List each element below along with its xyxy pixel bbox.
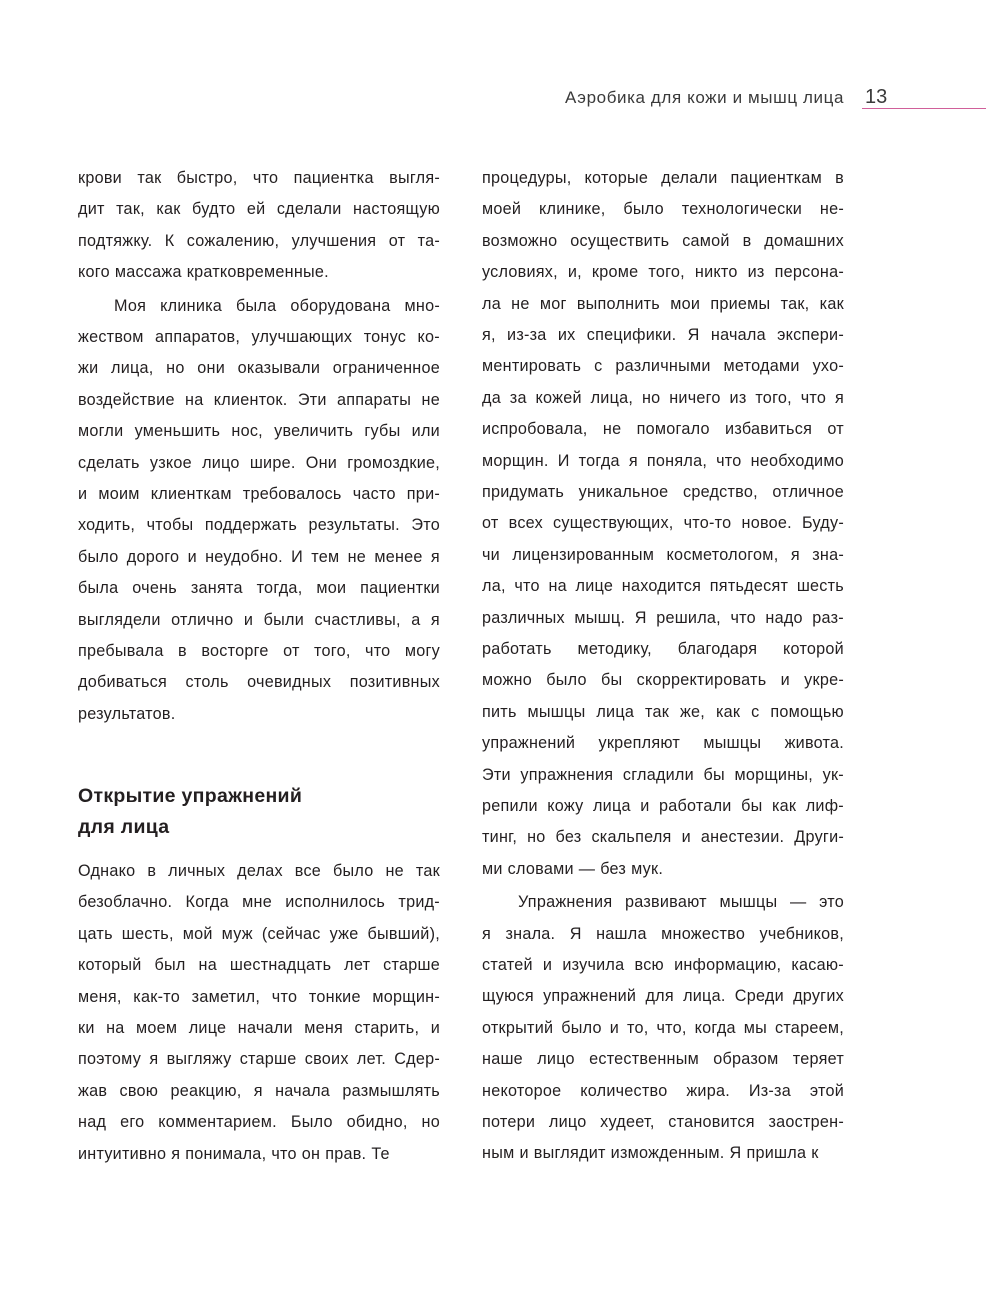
text-line: крови так быстро, что пациентка выгля- [78, 169, 440, 187]
text-line: щуюся упражнений для лица. Среди других [482, 987, 844, 1006]
text-line: результатов. [78, 704, 176, 723]
text-line: жи лица, но они оказывали ограниченное [78, 359, 440, 378]
text-line: подтяжку. К сожалению, улучшения от та- [78, 231, 440, 250]
section-heading: для лица [78, 816, 170, 838]
text-line: цать шесть, мой муж (сейчас уже бывший), [78, 924, 440, 943]
running-head-title: Аэробика для кожи и мышц лица [565, 88, 844, 107]
text-line: да за кожей лица, но ничего из того, что я [482, 388, 844, 407]
text-line: потери лицо худеет, становится заострен- [482, 1113, 844, 1131]
text-line: условиях, и, кроме того, никто из персона- [482, 263, 844, 282]
text-line: выглядели отлично и были счастливы, а я [78, 610, 440, 629]
header-rule [862, 108, 986, 109]
running-head [540, 88, 986, 118]
text-line: поэтому я выгляжу старше своих лет. Сдер- [78, 1050, 440, 1069]
text-line: ходить, чтобы поддержать результаты. Это [78, 516, 440, 535]
text-line: Однако в личных делах все было не так [78, 862, 440, 880]
text-line: который был на шестнадцать лет старше [78, 956, 440, 975]
text-line: было дорого и неудобно. И тем не менее я [78, 547, 440, 566]
text-line: чи лицензированным косметологом, я зна- [482, 545, 844, 564]
text-line: испробовала, не помогало избавиться от [482, 420, 844, 439]
text-line: наше лицо естественным образом теряет [482, 1050, 844, 1069]
text-line: сделать узкое лицо шире. Они громоздкие, [78, 453, 440, 472]
text-line: ментировать с различными методами ухо- [482, 357, 844, 376]
text-line: ки на моем лице начали меня старить, и [78, 1019, 440, 1037]
text-line: воздействие на клиенток. Эти аппараты не [78, 390, 440, 409]
text-line: различных мышц. Я решила, что надо раз- [482, 608, 844, 627]
text-line: добиваться столь очевидных позитивных [78, 673, 440, 692]
text-line: придумать уникальное средство, отличное [482, 483, 844, 501]
text-line: морщин. И тогда я поняла, что необходимо [482, 451, 844, 470]
text-line: над его комментарием. Было обидно, но [78, 1113, 440, 1132]
text-line: была очень занята тогда, мои пациентки [78, 579, 440, 598]
text-line: открытий было и то, что, когда мы стареем, [482, 1018, 844, 1037]
text-line: ным и выглядит изможденным. Я пришла к [482, 1144, 819, 1163]
text-line: процедуры, которые делали пациенткам в [482, 169, 844, 187]
text-line: Упражнения развивают мышцы — это [518, 893, 844, 912]
text-line: работать методику, благодаря которой [482, 640, 844, 658]
text-line: возможно осуществить самой в домашних [482, 231, 844, 250]
text-line: ми словами — без мук. [482, 859, 664, 878]
text-line: тинг, но без скальпеля и анестезии. Други- [482, 828, 844, 847]
text-line: меня, как-то заметил, что тонкие морщин- [78, 987, 440, 1006]
text-line: от всех существующих, что-то новое. Буду- [482, 514, 844, 533]
text-line: репили кожу лица и работали бы как лиф- [482, 797, 844, 815]
text-line: статей и изучила всю информацию, касаю- [482, 956, 844, 974]
text-line: ла, что на лице находится пятьдесят шесть [482, 577, 844, 596]
text-line: и моим клиенткам требовалось часто при- [78, 485, 440, 503]
text-line: Эти упражнения сгладили бы морщины, ук- [482, 765, 844, 784]
text-line: дит так, как будто ей сделали настоящую [78, 200, 440, 219]
text-line: жав свою реакцию, я начала размышлять [78, 1081, 440, 1100]
text-line: жеством аппаратов, улучшающих тонус ко- [78, 328, 440, 346]
text-line: интуитивно я понимала, что он прав. Те [78, 1144, 390, 1163]
text-line: моей клинике, было технологически не- [482, 200, 844, 219]
text-line: пребывала в восторге от того, что могу [78, 642, 440, 660]
text-line: Моя клиника была оборудована мно- [114, 296, 440, 315]
text-line: я знала. Я нашла множество учебников, [482, 924, 844, 943]
text-line: могли уменьшить нос, увеличить губы или [78, 422, 440, 441]
page-number: 13 [865, 86, 888, 108]
text-line: безоблачно. Когда мне исполнилось трид- [78, 893, 440, 912]
text-line: некоторое количество жира. Из-за этой [482, 1081, 844, 1100]
text-line: я, из-за их специфики. Я начала экспери- [482, 326, 844, 344]
text-line: пить мышцы лица так же, как с помощью [482, 702, 844, 721]
text-line: ла не мог выполнить мои приемы так, как [482, 294, 844, 313]
text-line: кого массажа кратковременные. [78, 263, 329, 282]
text-line: можно было бы скорректировать и укре- [482, 671, 844, 690]
text-line: упражнений укрепляют мышцы живота. [482, 734, 844, 753]
section-heading: Открытие упражнений [78, 785, 303, 807]
